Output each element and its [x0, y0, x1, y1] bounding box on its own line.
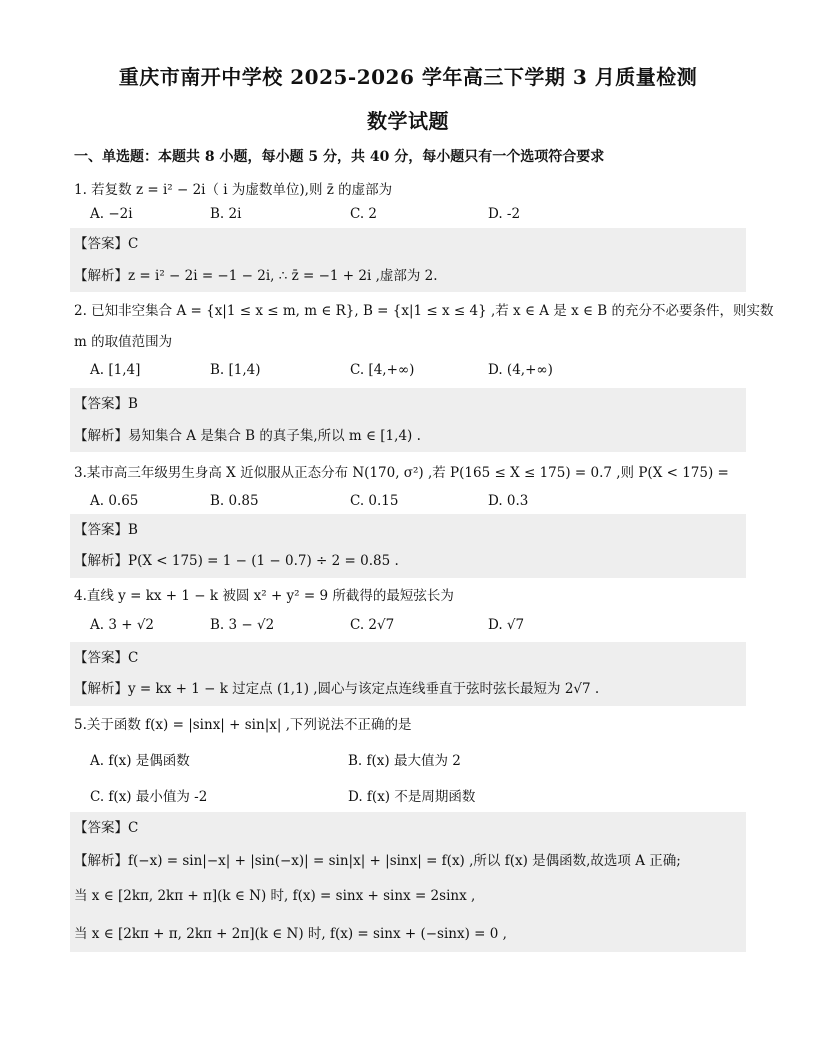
q4-option-b: B. 3 − √2 — [210, 617, 275, 633]
q3-option-d: D. 0.3 — [488, 493, 529, 509]
section-heading: 一、单选题：本题共 8 小题，每小题 5 分，共 40 分，每小题只有一个选项符合要求 — [74, 149, 605, 165]
question-3-stem: 3.某市高三年级男生身高 X 近似服从正态分布 N(170, σ²) ,若 P(165 ≤ X ≤ 175) = 0.7 ,则 P(X < 175) = — [74, 465, 729, 481]
q1-option-c: C. 2 — [350, 206, 378, 222]
q4-option-a: A. 3 + √2 — [90, 617, 155, 633]
q2-option-d: D. (4,+∞) — [488, 362, 553, 378]
q1-answer: 【答案】C — [74, 236, 139, 252]
q2-option-c: C. [4,+∞) — [350, 362, 415, 378]
q3-option-c: C. 0.15 — [350, 493, 399, 509]
q1-option-a: A. −2i — [90, 206, 133, 222]
q3-analysis: 【解析】P(X < 175) = 1 − (1 − 0.7) ÷ 2 = 0.85 . — [74, 553, 399, 569]
question-1-stem: 1. 若复数 z = i² − 2i（ i 为虚数单位),则 z̄ 的虚部为 — [74, 182, 393, 198]
question-5-stem: 5.关于函数 f(x) = |sinx| + sin|x| ,下列说法不正确的是 — [74, 717, 412, 733]
question-2-stem-cont: m 的取值范围为 — [74, 334, 173, 350]
q1-option-b: B. 2i — [210, 206, 242, 222]
q4-analysis: 【解析】y = kx + 1 − k 过定点 (1,1) ,圆心与该定点连线垂直于弦时弦长最短为 2√7 . — [74, 681, 600, 697]
q4-option-c: C. 2√7 — [350, 617, 395, 633]
q5-option-a: A. f(x) 是偶函数 — [90, 753, 190, 769]
q5-option-b: B. f(x) 最大值为 2 — [348, 753, 461, 769]
q4-answer: 【答案】C — [74, 650, 139, 666]
q2-answer: 【答案】B — [74, 396, 138, 412]
exam-title: 重庆市南开中学校 2025-2026 学年高三下学期 3 月质量检测 — [118, 65, 698, 89]
q4-option-d: D. √7 — [488, 617, 525, 633]
q5-option-d: D. f(x) 不是周期函数 — [348, 789, 476, 805]
q5-analysis-3: 当 x ∈ [2kπ + π, 2kπ + 2π](k ∈ N) 时, f(x) = sinx + (−sinx) = 0 , — [74, 926, 507, 942]
exam-subtitle: 数学试题 — [367, 109, 449, 133]
question-4-stem: 4.直线 y = kx + 1 − k 被圆 x² + y² = 9 所截得的最短弦长为 — [74, 588, 454, 604]
q1-option-d: D. -2 — [488, 206, 521, 222]
q3-answer: 【答案】B — [74, 522, 138, 538]
q5-answer: 【答案】C — [74, 820, 139, 836]
q5-option-c: C. f(x) 最小值为 -2 — [90, 789, 208, 805]
q3-option-b: B. 0.85 — [210, 493, 259, 509]
question-2-stem: 2. 已知非空集合 A = {x|1 ≤ x ≤ m, m ∈ R}, B = {x|1 ≤ x ≤ 4} ,若 x ∈ A 是 x ∈ B 的充分不必要条件，则实数 — [74, 303, 774, 319]
q2-analysis: 【解析】易知集合 A 是集合 B 的真子集,所以 m ∈ [1,4) . — [74, 428, 421, 444]
q5-analysis-2: 当 x ∈ [2kπ, 2kπ + π](k ∈ N) 时, f(x) = sinx + sinx = 2sinx , — [74, 888, 476, 904]
q3-option-a: A. 0.65 — [90, 493, 139, 509]
q5-analysis-1: 【解析】f(−x) = sin|−x| + |sin(−x)| = sin|x| + |sinx| = f(x) ,所以 f(x) 是偶函数,故选项 A 正确; — [74, 853, 681, 869]
q2-option-a: A. [1,4] — [90, 362, 141, 378]
q2-option-b: B. [1,4) — [210, 362, 261, 378]
q1-analysis: 【解析】z = i² − 2i = −1 − 2i, ∴ z̄ = −1 + 2i ,虚部为 2. — [74, 268, 438, 284]
